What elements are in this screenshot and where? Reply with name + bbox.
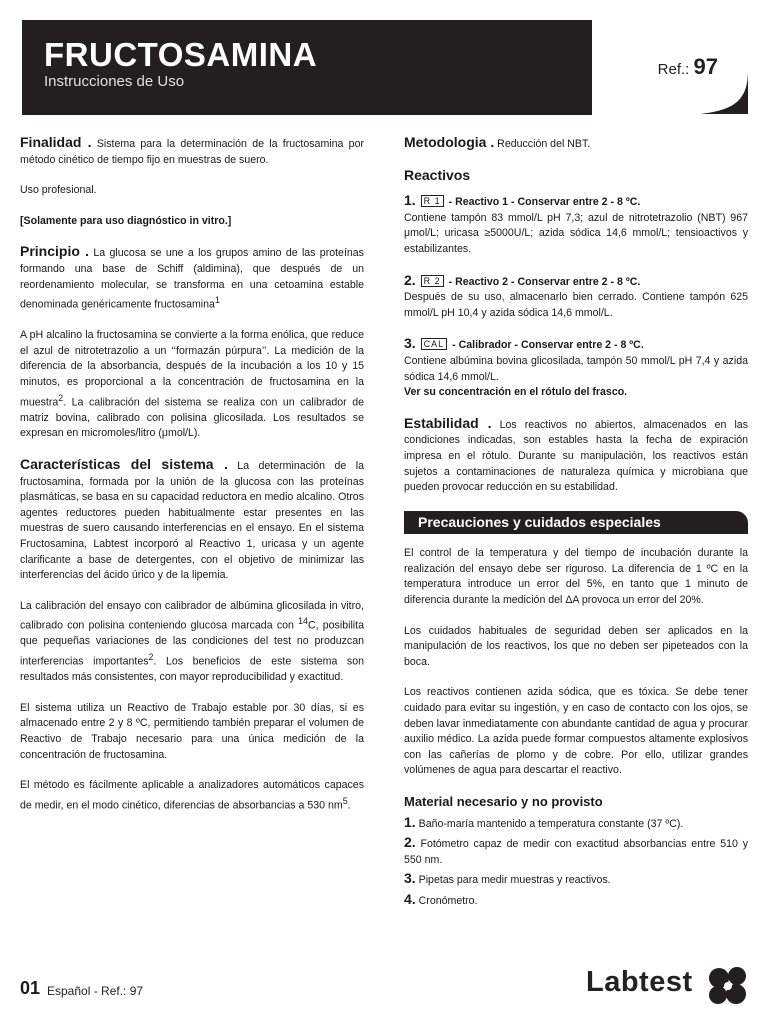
ref-label: Ref.:: [657, 61, 690, 78]
caracteristicas-heading: Características del sistema .: [20, 455, 228, 472]
reagent-text: Después de su uso, almacenarlo bien cerrado. Contiene tampón 625 mmol/L pH 10,4 y azida sódica 14,6 mmol/L.: [404, 291, 748, 319]
logo-text: Labtest: [586, 966, 693, 998]
item-text: Baño-maría mantenido a temperatura constante (37 ºC).: [418, 817, 684, 830]
reagent-text: Contiene albúmina bovina glicosilada, tampón 50 mmol/L pH 7,4 y azida sódica 14,6 mmol/L.: [404, 354, 748, 383]
principio-paragraph-2: [20, 328, 364, 442]
material-heading: Material necesario y no provisto: [404, 794, 603, 809]
uso-text: Uso profesional.: [20, 184, 97, 197]
finalidad-heading: Finalidad .: [20, 134, 92, 150]
document-subtitle: Instrucciones de Uso: [44, 73, 185, 90]
list-item: [404, 815, 748, 833]
diag-note: [Solamente para uso diagnóstico in vitro.]: [20, 214, 232, 227]
logo-mark-icon: [706, 966, 750, 1006]
footnote-ref: 1: [214, 295, 220, 306]
metodologia-section: [404, 135, 748, 153]
list-item: [404, 835, 748, 868]
reagent-title: - Reactivo 1 - Conservar entre 2 - 8 ºC.: [448, 196, 641, 209]
item-number: 1.: [404, 813, 416, 830]
calibration-paragraph: [20, 599, 364, 686]
precaution-paragraph: Los reactivos contienen azida sódica, que es tóxica. Se debe tener cuidado para evitar su ingestión, y en caso de contacto con los ojos, se deben lavar inmediatamente con abundante cantidad de agua y procurar auxilio médico. La azida puede formar compuestos altamente explosivos con las cañerías de plomo y de cobre. Por ello, utilizar grandes volúmenes de agua para descartar el reactivo.: [404, 686, 748, 777]
reagent-number: 3.: [404, 335, 416, 352]
finalidad-section: [20, 135, 364, 168]
p2-text-a: A pH alcalino la fructosamina se convierte a la forma enólica, que reduce el azul de nitrotetrazolio a un ‘‘formazán púrpura’’. La medición de la diferencia de la absorbancia, después de la incubación a los 10 y 15 minutos, es proporcional a la concentración de fructosamina en la muestra: [20, 329, 364, 409]
principio-heading: Principio .: [20, 243, 90, 260]
finalidad-text: Sistema para la determinación de la fructosamina por método cinético de tiempo fijo en muestras de suero.: [20, 138, 364, 166]
reagent-title: - Calibrador - Conservar entre 2 - 8 ºC.: [452, 339, 644, 352]
precaution-paragraph: El control de la temperatura y del tiempo de incubación durante la realización del ensayo debe ser riguroso. La diferencia de 1 ºC en la temperatura introduce un error del 5%, en tanto que 1 minuto de diferencia durante la medición del ΔA provoca un error del 20%.: [404, 547, 748, 607]
estabilidad-heading: Estabilidad .: [404, 414, 492, 431]
caracteristicas-text: La determinación de la fructosamina, formada por la unión de la glucosa con las proteínas plasmáticas, se basa en su capacidad reductora en medio alcalino. Otros agentes reductores pueden habitualmente estar presentes en las muestras de suero causando interferencias en el ensayo. En el sistema Fructosamina, Labtest incorporó al Reactivo 1, uricasa y un agente clarificante a base de detergentes, con el objetivo de minimizar las interferencias del ácido úrico y de la lipemia.: [20, 459, 364, 582]
reagent-1: [404, 193, 748, 257]
p4-text-b: C, posibilita que pequeñas variaciones de las condiciones del test no produzcan interferencias importantes: [20, 619, 364, 668]
corner-swoosh-icon: [700, 70, 750, 116]
left-column: [20, 135, 364, 829]
labtest-logo: [586, 966, 693, 999]
isotope-sup: 14: [298, 616, 308, 627]
metodologia-text: Reducción del NBT.: [497, 138, 591, 150]
caracteristicas-section: [20, 457, 364, 584]
list-item: [404, 871, 748, 889]
p6-text-b: .: [347, 799, 351, 812]
principio-section: [20, 244, 364, 313]
item-text: Fotómetro capaz de medir con exactitud absorbancias entre 510 y 550 nm.: [404, 838, 748, 866]
reagent-2: [404, 273, 748, 322]
footnote-ref: 2: [58, 392, 64, 403]
footnote-ref: 5: [342, 795, 348, 806]
item-text: Cronómetro.: [418, 894, 478, 907]
footer-language: Español - Ref.: 97: [47, 984, 144, 998]
item-number: 3.: [404, 870, 416, 887]
precaution-paragraph: Los cuidados habituales de seguridad deben ser aplicados en la manipulación de los reactivos, los que no deben ser pipeteados con la boca.: [404, 624, 748, 668]
p4-text-a: La calibración del ensayo con calibrador de albúmina glicosilada in vitro, calibrado con polisina conteniendo glucosa marcada con: [20, 599, 364, 632]
reactivos-title: Reactivos: [404, 166, 471, 183]
p2-text-b: . La calibración del sistema se realiza con un calibrador de matriz bovina, calibrado con polisina glicosilada. Los resultados se expresan en micromoles/litro (μmol/L).: [20, 396, 364, 440]
reagent-tag: R 2: [421, 275, 444, 287]
reagent-tag: R 1: [421, 195, 444, 207]
p4-text-c: . Los beneficios de este sistema son resultados más consistentes, con mayor reproducibilidad y exactitud.: [20, 655, 364, 684]
document-title: FRUCTOSAMINA: [44, 36, 318, 73]
materials-list: [404, 815, 748, 910]
item-number: 4.: [404, 890, 416, 907]
working-reagent-paragraph: El sistema utiliza un Reactivo de Trabajo estable por 30 días, si es almacenado entre 2 y 8 ºC, permitiendo también preparar el volumen de Reactivo de Trabajo necesario para una única medición de la concentración de fructosamina.: [20, 701, 364, 761]
p6-text-a: El método es fácilmente aplicable a analizadores automáticos capaces de medir, en el modo cinético, diferencias de absorbancias a 530 nm: [20, 779, 364, 812]
reagent-text: Contiene tampón 83 mmol/L pH 7,3; azul de nitrotetrazolio (NBT) 967 μmol/L; uricasa ≥5000U/L; azida sódica 14,6 mmol/L; tensioactivos y estabilizantes.: [404, 211, 748, 255]
ref-value: 97: [693, 54, 718, 79]
metodologia-heading: Metodologia .: [404, 134, 495, 150]
reagent-note: Ver su concentración en el rótulo del frasco.: [404, 386, 628, 399]
reagent-number: 2.: [404, 271, 416, 288]
reactivos-heading: [404, 168, 748, 186]
item-text: Pipetas para medir muestras y reactivos.: [418, 874, 611, 887]
list-item: [404, 892, 748, 910]
reagent-number: 1.: [404, 192, 416, 209]
reagent-tag: CAL: [421, 338, 448, 350]
footnote-ref: 2: [148, 652, 154, 663]
right-column: [404, 135, 748, 913]
reagent-3: [404, 336, 748, 400]
estabilidad-text: Los reactivos no abiertos, almacenados en las condiciones indicadas, son estables hasta la fecha de expiración impresa en el rótulo. Durante su manipulación, los reactivos están sujetos a contaminaciones de naturaleza química y microbiana que pueden provocar reducción en su estabilidad.: [404, 418, 748, 494]
precauciones-heading: Precauciones y cuidados especiales: [404, 511, 748, 535]
item-number: 2.: [404, 834, 416, 851]
analyzer-paragraph: [20, 778, 364, 814]
page-number: 01: [20, 978, 41, 998]
reagent-title: - Reactivo 2 - Conservar entre 2 - 8 ºC.: [448, 275, 641, 288]
estabilidad-section: [404, 416, 748, 496]
principio-text: La glucosa se une a los grupos amino de las proteínas formando una base de Schiff (aldimina), que después de un reordenamiento molecular, se transforma en una cetoamina estable denominada genéricamente fructosamina: [20, 247, 364, 311]
